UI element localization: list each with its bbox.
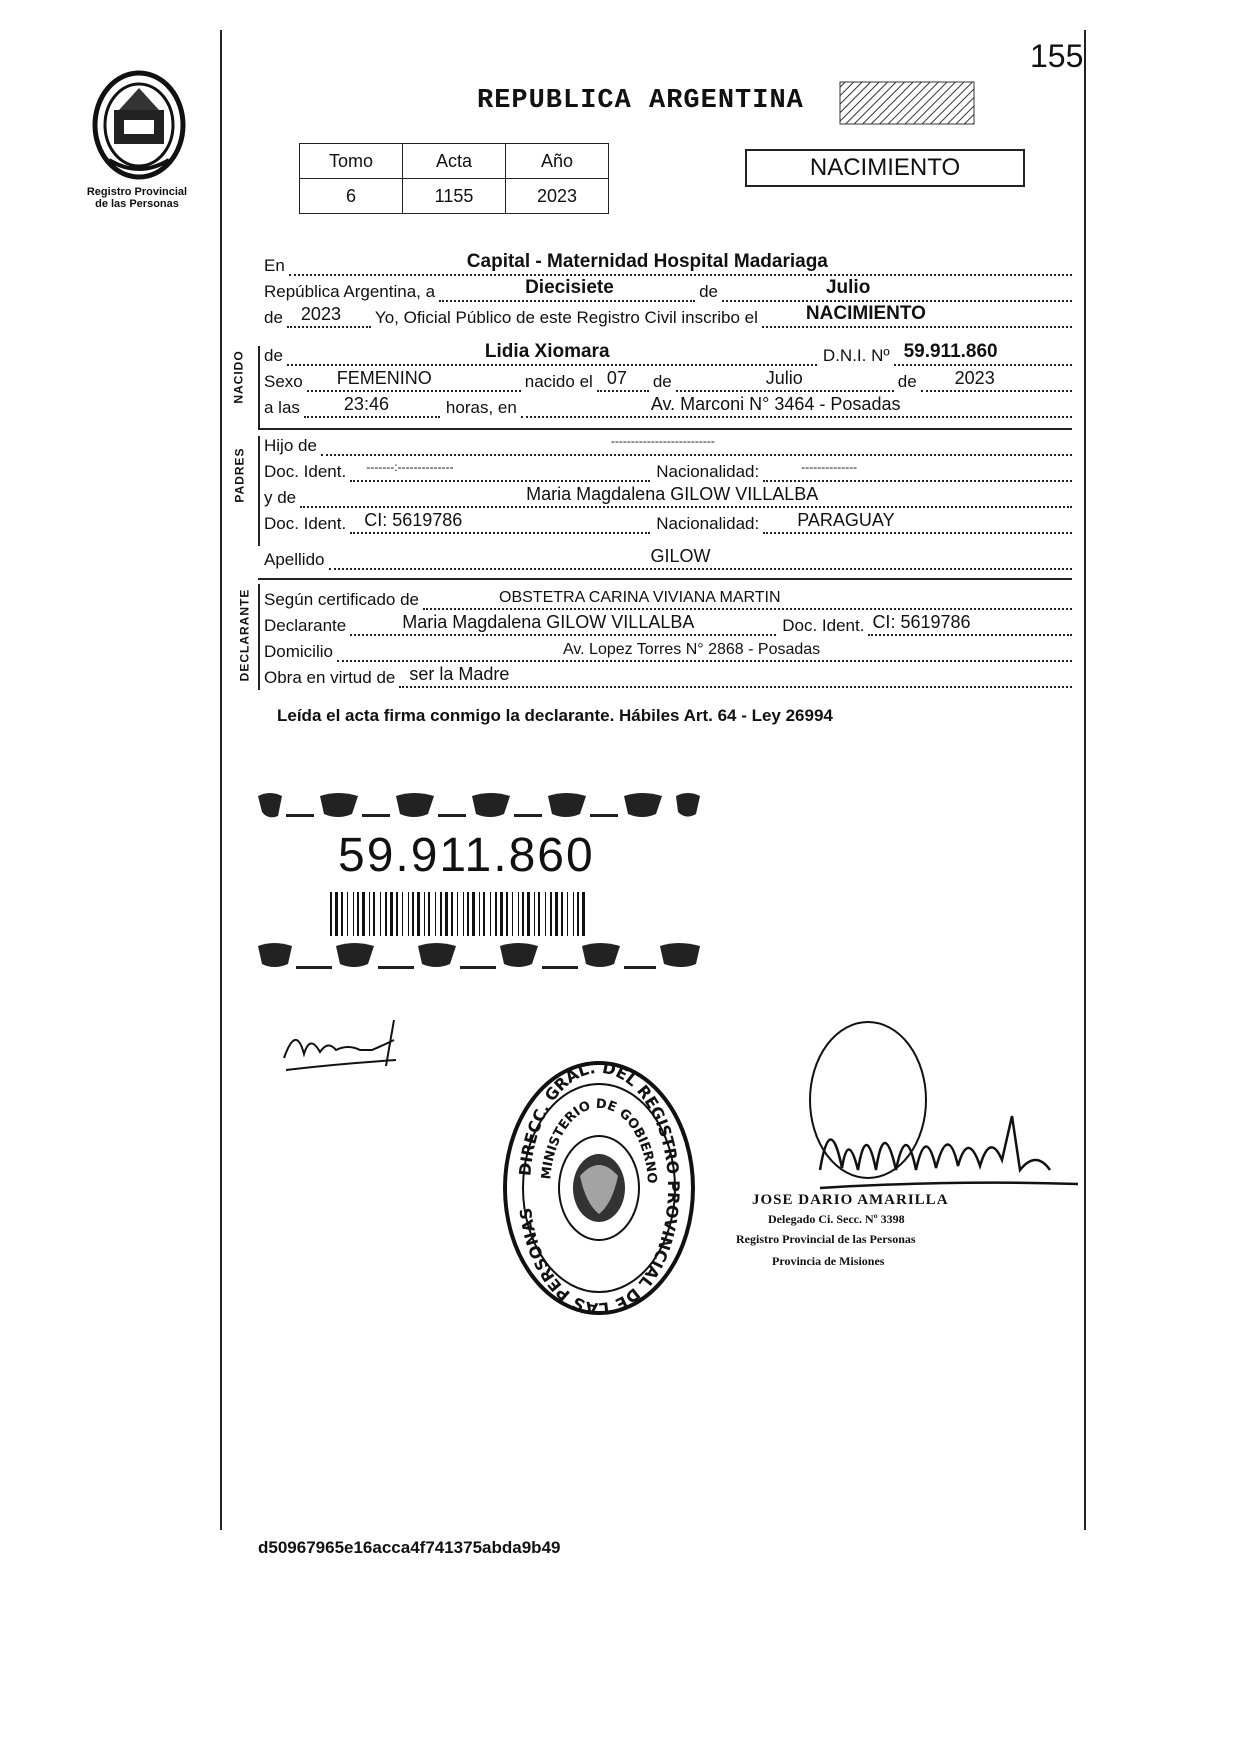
- barcode-bar: [555, 892, 558, 936]
- dots-declarante: [350, 612, 776, 636]
- label-doc-declarante: Doc. Ident.: [782, 616, 865, 635]
- dots-birth-place: [521, 394, 1072, 418]
- barcode-bar: [506, 892, 508, 936]
- value-child-name: Lidia Xiomara: [484, 341, 610, 362]
- value-birth-day: 07: [606, 368, 627, 388]
- value-year: 2023: [300, 304, 341, 324]
- label-obra: Obra en virtud de: [264, 668, 396, 687]
- dots-apellido: [329, 546, 1073, 570]
- barcode-bar: [341, 892, 343, 936]
- label-apellido: Apellido: [264, 550, 325, 569]
- barcode-bar: [353, 892, 354, 936]
- id-number: 59.911.860: [338, 829, 595, 882]
- barcode-bar: [457, 892, 458, 936]
- padres-bracket: [258, 436, 260, 546]
- section-label-declarante: DECLARANTE: [237, 588, 252, 682]
- label-en: En: [264, 256, 285, 275]
- label-doc-father: Doc. Ident.: [264, 462, 347, 481]
- barcode-bar: [330, 892, 332, 936]
- dots-dni: [894, 342, 1072, 366]
- barcode-icon: [330, 892, 588, 936]
- barcode-bar: [495, 892, 497, 936]
- value-day-words: Diecisiete: [525, 277, 614, 298]
- document-title: REPUBLICA ARGENTINA: [477, 86, 804, 116]
- label-doc-mother: Doc. Ident.: [264, 514, 347, 533]
- dots-place: [289, 252, 1072, 276]
- value-declarante: Maria Magdalena GILOW VILLALBA: [402, 612, 695, 632]
- value-doc-declarante: CI: 5619786: [872, 612, 971, 632]
- officer-province: Provincia de Misiones: [772, 1254, 885, 1268]
- barcode-bar: [357, 892, 359, 936]
- barcode-bar: [428, 892, 430, 936]
- stamp-ring-textpath: DIRECC. GRAL. DEL REGISTRO PROVINCIAL DE LAS PERSONAS: [515, 1058, 684, 1318]
- seal-caption: [62, 186, 212, 210]
- stamp-inner-textpath: MINISTERIO DE GOBIERNO: [539, 1096, 660, 1185]
- dots-birth-day: [597, 368, 649, 392]
- section-label-padres: PADRES: [232, 447, 247, 503]
- value-tomo: 6: [300, 179, 403, 214]
- barcode-bar: [500, 892, 503, 936]
- barcode-bar: [577, 892, 579, 936]
- dots-sexo: [307, 368, 521, 392]
- dots-inscribed: [762, 304, 1072, 328]
- row-obra: [264, 664, 1072, 688]
- officer-role: Delegado Ci. Secc. Nº 3398: [768, 1212, 905, 1226]
- dots-domicilio: [337, 638, 1072, 662]
- act-type-box: NACIMIENTO: [745, 149, 1025, 187]
- barcode-bar: [518, 892, 519, 936]
- value-father-nat: --------------: [801, 460, 858, 474]
- label-nacionalidad-mother: Nacionalidad:: [656, 514, 760, 533]
- barcode-bar: [538, 892, 540, 936]
- barcode-bar: [435, 892, 436, 936]
- barcode-bar: [424, 892, 425, 936]
- value-father-name: --------------------------: [610, 434, 715, 448]
- left-margin-line: [220, 30, 222, 1530]
- official-round-stamp-icon: [500, 1058, 698, 1318]
- legal-text: Leída el acta firma conmigo la declarante. Hábiles Art. 64 - Ley 26994: [277, 706, 833, 725]
- barcode-bar: [440, 892, 442, 936]
- header-acta: Acta: [403, 144, 506, 179]
- barcode-bar: [479, 892, 480, 936]
- barcode-bar: [335, 892, 338, 936]
- barcode-bar: [545, 892, 546, 936]
- barcode-bar: [396, 892, 398, 936]
- value-birth-month: Julio: [765, 368, 803, 388]
- value-acta: 1155: [403, 179, 506, 214]
- barcode-bar: [561, 892, 563, 936]
- barcode-bar: [369, 892, 370, 936]
- label-y-de: y de: [264, 488, 297, 507]
- row-mother-doc: [264, 510, 1072, 534]
- label-de-birth-month: de: [652, 372, 672, 391]
- value-mother-nat: PARAGUAY: [797, 510, 895, 530]
- label-sexo: Sexo: [264, 372, 303, 391]
- row-father-doc: [264, 458, 1072, 482]
- seal-caption-line2: de las Personas: [95, 198, 179, 210]
- barcode-bar: [483, 892, 485, 936]
- value-obra: ser la Madre: [409, 664, 510, 684]
- value-mother-name: Maria Magdalena GILOW VILLALBA: [526, 484, 819, 504]
- officer-registry: Registro Provincial de las Personas: [736, 1232, 916, 1246]
- barcode-bar: [445, 892, 448, 936]
- value-ano: 2023: [506, 179, 609, 214]
- section-label-nacido: NACIDO: [231, 350, 246, 404]
- barcode-bar: [522, 892, 524, 936]
- dots-hora: [304, 394, 440, 418]
- value-apellido: GILOW: [650, 546, 711, 566]
- dots-father-name: [321, 432, 1072, 456]
- hatched-stamp-icon: [838, 80, 976, 126]
- nacido-bracket: [258, 346, 260, 430]
- decorative-wave-bottom-icon: [258, 940, 700, 972]
- barcode-bar: [567, 892, 568, 936]
- barcode-bar: [408, 892, 409, 936]
- dots-year: [287, 304, 371, 328]
- dots-certificado: [423, 586, 1072, 610]
- value-father-doc: -------:--------------: [366, 460, 454, 474]
- barcode-bar: [373, 892, 375, 936]
- dots-obra: [399, 664, 1072, 688]
- value-dni: 59.911.860: [903, 341, 998, 362]
- row-republica: [264, 278, 1072, 302]
- row-sexo: [264, 368, 1072, 392]
- dots-mother-nat: [763, 510, 1072, 534]
- label-declarante: Declarante: [264, 616, 347, 635]
- dots-father-nat: [763, 458, 1072, 482]
- label-domicilio: Domicilio: [264, 642, 333, 661]
- row-declarante: [264, 612, 1072, 636]
- value-mother-doc: CI: 5619786: [364, 510, 463, 530]
- barcode-bar: [380, 892, 381, 936]
- barcode-bar: [362, 892, 365, 936]
- registry-table: [299, 143, 609, 214]
- label-a-las: a las: [264, 398, 300, 417]
- barcode-bar: [451, 892, 453, 936]
- barcode-bar: [472, 892, 475, 936]
- declarant-signature-icon: [276, 1014, 416, 1084]
- row-certificado: [264, 586, 1072, 610]
- label-de-name: de: [264, 346, 283, 365]
- row-year: [264, 304, 1072, 328]
- barcode-bar: [347, 892, 348, 936]
- officer-name: JOSE DARIO AMARILLA: [752, 1192, 949, 1208]
- row-en: [264, 252, 1072, 276]
- label-certificado: Según certificado de: [264, 590, 419, 609]
- provincial-seal-icon: [84, 70, 194, 180]
- officer-signature-icon: [750, 1020, 1080, 1220]
- value-place: Capital - Maternidad Hospital Madariaga: [466, 251, 828, 272]
- barcode-bar: [390, 892, 393, 936]
- row-nacido-name: [264, 342, 1072, 366]
- value-hora: 23:46: [343, 394, 389, 414]
- value-birth-year: 2023: [954, 368, 995, 388]
- row-hora: [264, 394, 1072, 418]
- value-month: Julio: [825, 277, 871, 298]
- label-de-year: de: [264, 308, 283, 327]
- row-hijo-de: [264, 432, 1072, 456]
- label-dni: D.N.I. Nº: [822, 346, 890, 365]
- label-de-birth-year: de: [897, 372, 917, 391]
- row-apellido: [264, 546, 1072, 570]
- row-domicilio: [264, 638, 1072, 662]
- dots-month: [722, 278, 1072, 302]
- label-hijo-de: Hijo de: [264, 436, 317, 455]
- value-certificado: OBSTETRA CARINA VIVIANA MARTIN: [499, 589, 781, 606]
- barcode-bar: [582, 892, 585, 936]
- barcode-bar: [467, 892, 469, 936]
- dots-birth-year: [921, 368, 1072, 392]
- label-de-month: de: [699, 282, 718, 301]
- dots-name: [287, 342, 817, 366]
- decorative-wave-top-icon: [258, 790, 700, 822]
- barcode-bar: [527, 892, 530, 936]
- document-hash: d50967965e16acca4f741375abda9b49: [258, 1538, 561, 1557]
- dots-mother-name: [300, 484, 1072, 508]
- label-horas-en: horas, en: [445, 398, 517, 417]
- label-nacido-el: nacido el: [524, 372, 593, 391]
- value-domicilio: Av. Lopez Torres N° 2868 - Posadas: [562, 641, 821, 658]
- barcode-bar: [550, 892, 552, 936]
- header-ano: Año: [506, 144, 609, 179]
- officer-text: Yo, Oficial Público de este Registro Civil inscribo el: [374, 308, 758, 327]
- header-tomo: Tomo: [300, 144, 403, 179]
- dots-birth-month: [676, 368, 894, 392]
- dots-father-doc: [350, 458, 650, 482]
- value-inscribed: NACIMIENTO: [805, 303, 926, 324]
- barcode-bar: [512, 892, 513, 936]
- right-margin-line: [1084, 30, 1086, 1530]
- separator-1: [258, 428, 1072, 430]
- barcode-bar: [534, 892, 535, 936]
- declarante-bracket: [258, 584, 260, 690]
- label-nacionalidad-father: Nacionalidad:: [656, 462, 760, 481]
- dots-doc-declarante: [868, 612, 1072, 636]
- barcode-bar: [463, 892, 464, 936]
- value-sexo: FEMENINO: [336, 368, 432, 388]
- seal-caption-line1: Registro Provincial: [86, 186, 188, 198]
- dots-day: [439, 278, 695, 302]
- barcode-bar: [490, 892, 491, 936]
- label-republica: República Argentina, a: [264, 282, 436, 301]
- page-number: 155: [1030, 38, 1084, 74]
- separator-2: [258, 578, 1072, 580]
- value-birth-place: Av. Marconi N° 3464 - Posadas: [650, 394, 901, 414]
- barcode-bar: [573, 892, 574, 936]
- barcode-bar: [412, 892, 414, 936]
- dots-mother-doc: [350, 510, 650, 534]
- barcode-bar: [402, 892, 403, 936]
- barcode-bar: [385, 892, 387, 936]
- row-y-de: [264, 484, 1072, 508]
- barcode-bar: [417, 892, 420, 936]
